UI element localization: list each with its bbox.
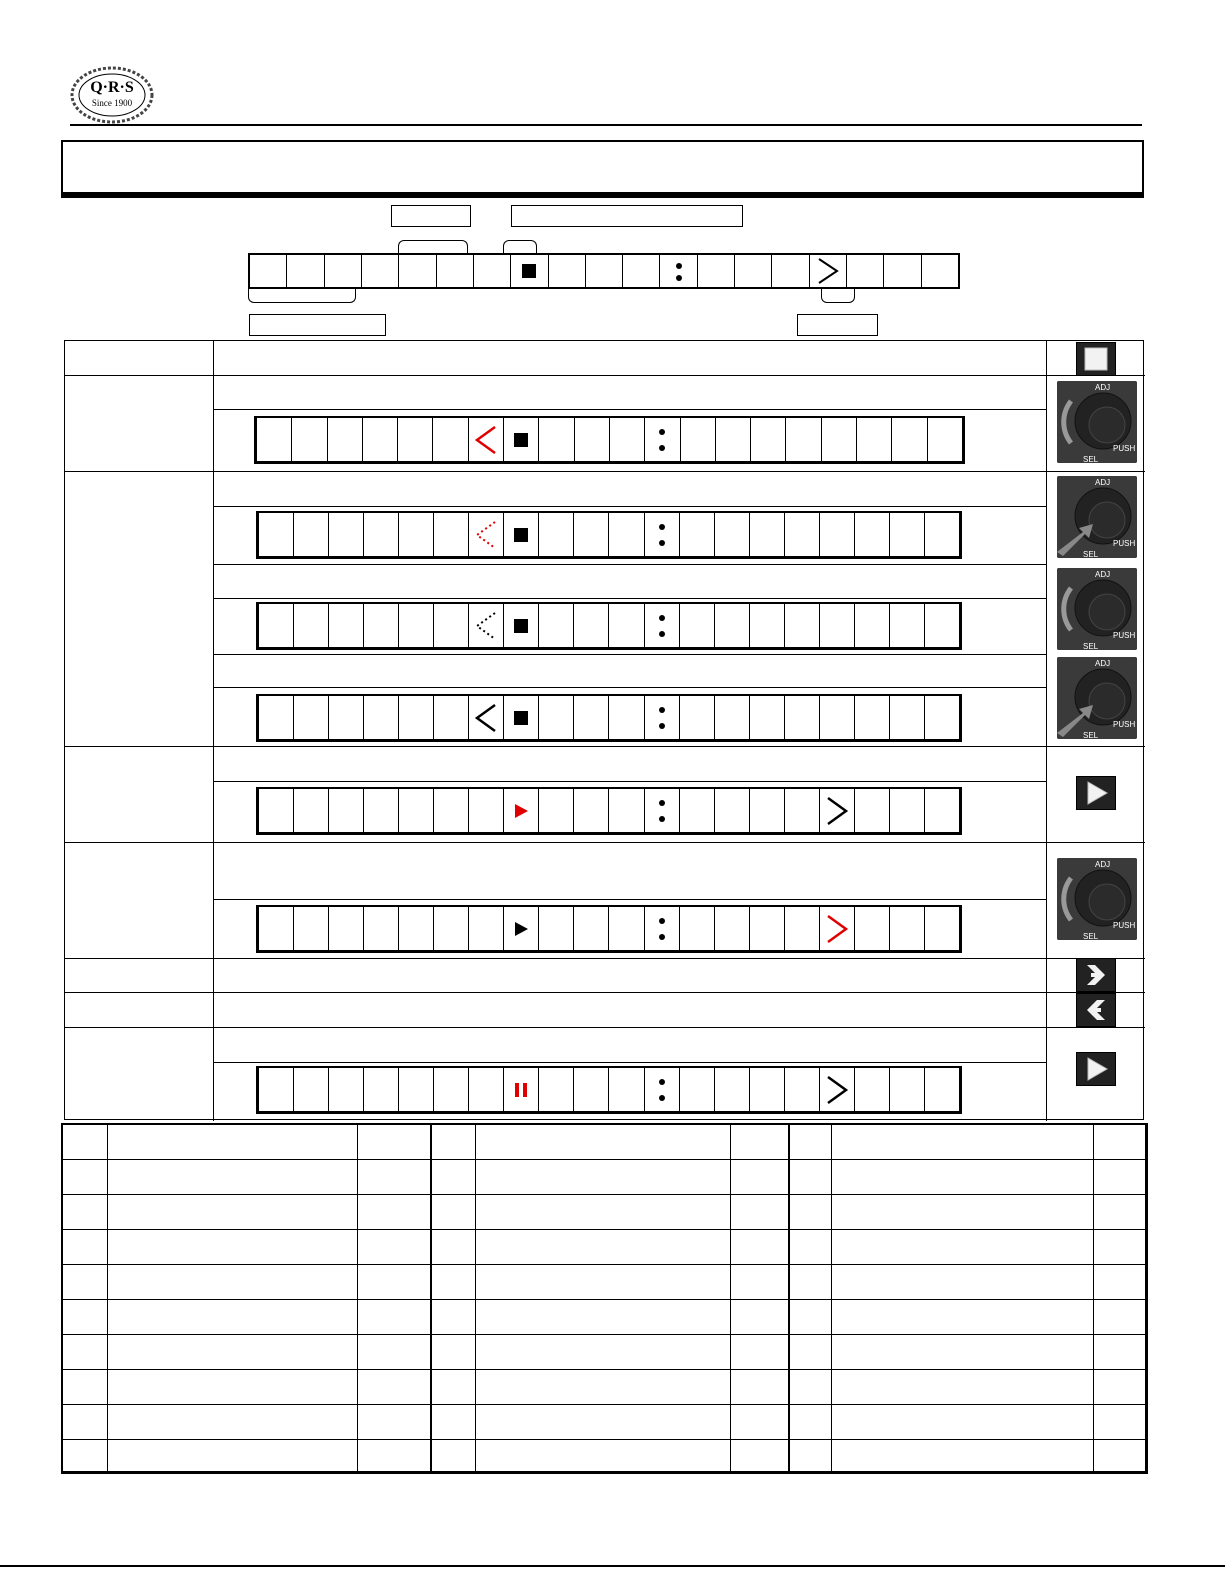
qrs-logo bbox=[70, 66, 154, 124]
brace-bottom-left bbox=[248, 289, 356, 303]
svg-text:SEL: SEL bbox=[1083, 550, 1099, 558]
back-arrow-button-icon bbox=[1076, 993, 1116, 1027]
callout-bottom-right bbox=[797, 314, 878, 336]
back-chevron-red-icon bbox=[473, 424, 499, 456]
forward-chevron-icon bbox=[816, 256, 840, 286]
svg-text:SEL: SEL bbox=[1083, 731, 1099, 739]
adj-knob-push-icon bbox=[1057, 657, 1137, 739]
back-chevron-dotted-red-icon bbox=[473, 519, 499, 551]
colon-symbol bbox=[658, 513, 666, 556]
svg-text:ADJ: ADJ bbox=[1095, 659, 1111, 668]
play-symbol-red-icon bbox=[513, 803, 529, 819]
stop-symbol-icon bbox=[513, 710, 529, 726]
brace-bottom-right bbox=[821, 289, 855, 303]
lcd-display-back-dotted-black bbox=[256, 602, 962, 650]
lcd-display-diagram bbox=[248, 253, 960, 289]
colon-symbol bbox=[675, 255, 683, 287]
svg-text:PUSH: PUSH bbox=[1113, 921, 1136, 930]
stop-symbol-icon bbox=[513, 432, 529, 448]
adj-knob-rotate-icon bbox=[1057, 568, 1137, 650]
svg-text:PUSH: PUSH bbox=[1113, 539, 1136, 548]
lcd-display-back-confirmed bbox=[256, 694, 962, 742]
footer-rule bbox=[0, 1565, 1225, 1567]
stop-symbol-icon bbox=[513, 527, 529, 543]
lcd-display-forward-selected bbox=[256, 905, 962, 953]
svg-text:PUSH: PUSH bbox=[1113, 444, 1136, 453]
svg-text:ADJ: ADJ bbox=[1095, 860, 1111, 869]
lcd-display-back-selected bbox=[254, 416, 965, 464]
colon-symbol bbox=[658, 789, 666, 832]
callout-top-left bbox=[391, 205, 471, 227]
back-chevron-icon bbox=[473, 702, 499, 734]
play-button-icon bbox=[1076, 1052, 1116, 1086]
back-chevron-dotted-icon bbox=[473, 610, 499, 642]
logo-text-since: Since 1900 bbox=[91, 98, 133, 108]
brace-top-right bbox=[503, 240, 537, 254]
colon-symbol bbox=[658, 907, 666, 950]
colon-symbol bbox=[658, 604, 666, 647]
page-title bbox=[63, 142, 1142, 166]
colon-symbol bbox=[658, 418, 666, 461]
svg-text:ADJ: ADJ bbox=[1095, 383, 1111, 392]
forward-chevron-red-icon bbox=[824, 913, 850, 945]
colon-symbol bbox=[658, 1068, 666, 1111]
svg-text:PUSH: PUSH bbox=[1113, 720, 1136, 729]
svg-text:PUSH: PUSH bbox=[1113, 631, 1136, 640]
adj-knob-push-icon bbox=[1057, 476, 1137, 558]
logo-text-qrs: Q·R·S bbox=[90, 79, 134, 96]
forward-chevron-icon bbox=[824, 795, 850, 827]
play-button-icon bbox=[1076, 776, 1116, 810]
pause-symbol-red-icon bbox=[513, 1082, 529, 1098]
stop-symbol-icon bbox=[513, 618, 529, 634]
stop-symbol-icon bbox=[521, 263, 537, 279]
lcd-display-playing bbox=[256, 787, 962, 835]
play-symbol-icon bbox=[513, 921, 529, 937]
adj-knob-rotate-icon bbox=[1057, 381, 1137, 463]
callout-top-right bbox=[511, 205, 743, 227]
bottom-grid-table bbox=[61, 1123, 1148, 1474]
svg-text:ADJ: ADJ bbox=[1095, 478, 1111, 487]
svg-text:SEL: SEL bbox=[1083, 932, 1099, 940]
colon-symbol bbox=[658, 696, 666, 739]
forward-chevron-icon bbox=[824, 1074, 850, 1106]
stop-button-icon bbox=[1076, 342, 1116, 376]
svg-text:ADJ: ADJ bbox=[1095, 570, 1111, 579]
brace-top-left bbox=[398, 240, 468, 254]
lcd-display-paused bbox=[256, 1066, 962, 1114]
page-title-box bbox=[61, 140, 1144, 198]
header-rule bbox=[70, 124, 1142, 126]
adj-knob-rotate-icon bbox=[1057, 858, 1137, 940]
svg-text:SEL: SEL bbox=[1083, 642, 1099, 650]
forward-arrow-button-icon bbox=[1076, 958, 1116, 992]
lcd-display-back-dotted-red bbox=[256, 511, 962, 559]
svg-text:SEL: SEL bbox=[1083, 455, 1099, 463]
callout-bottom-left bbox=[249, 314, 386, 336]
